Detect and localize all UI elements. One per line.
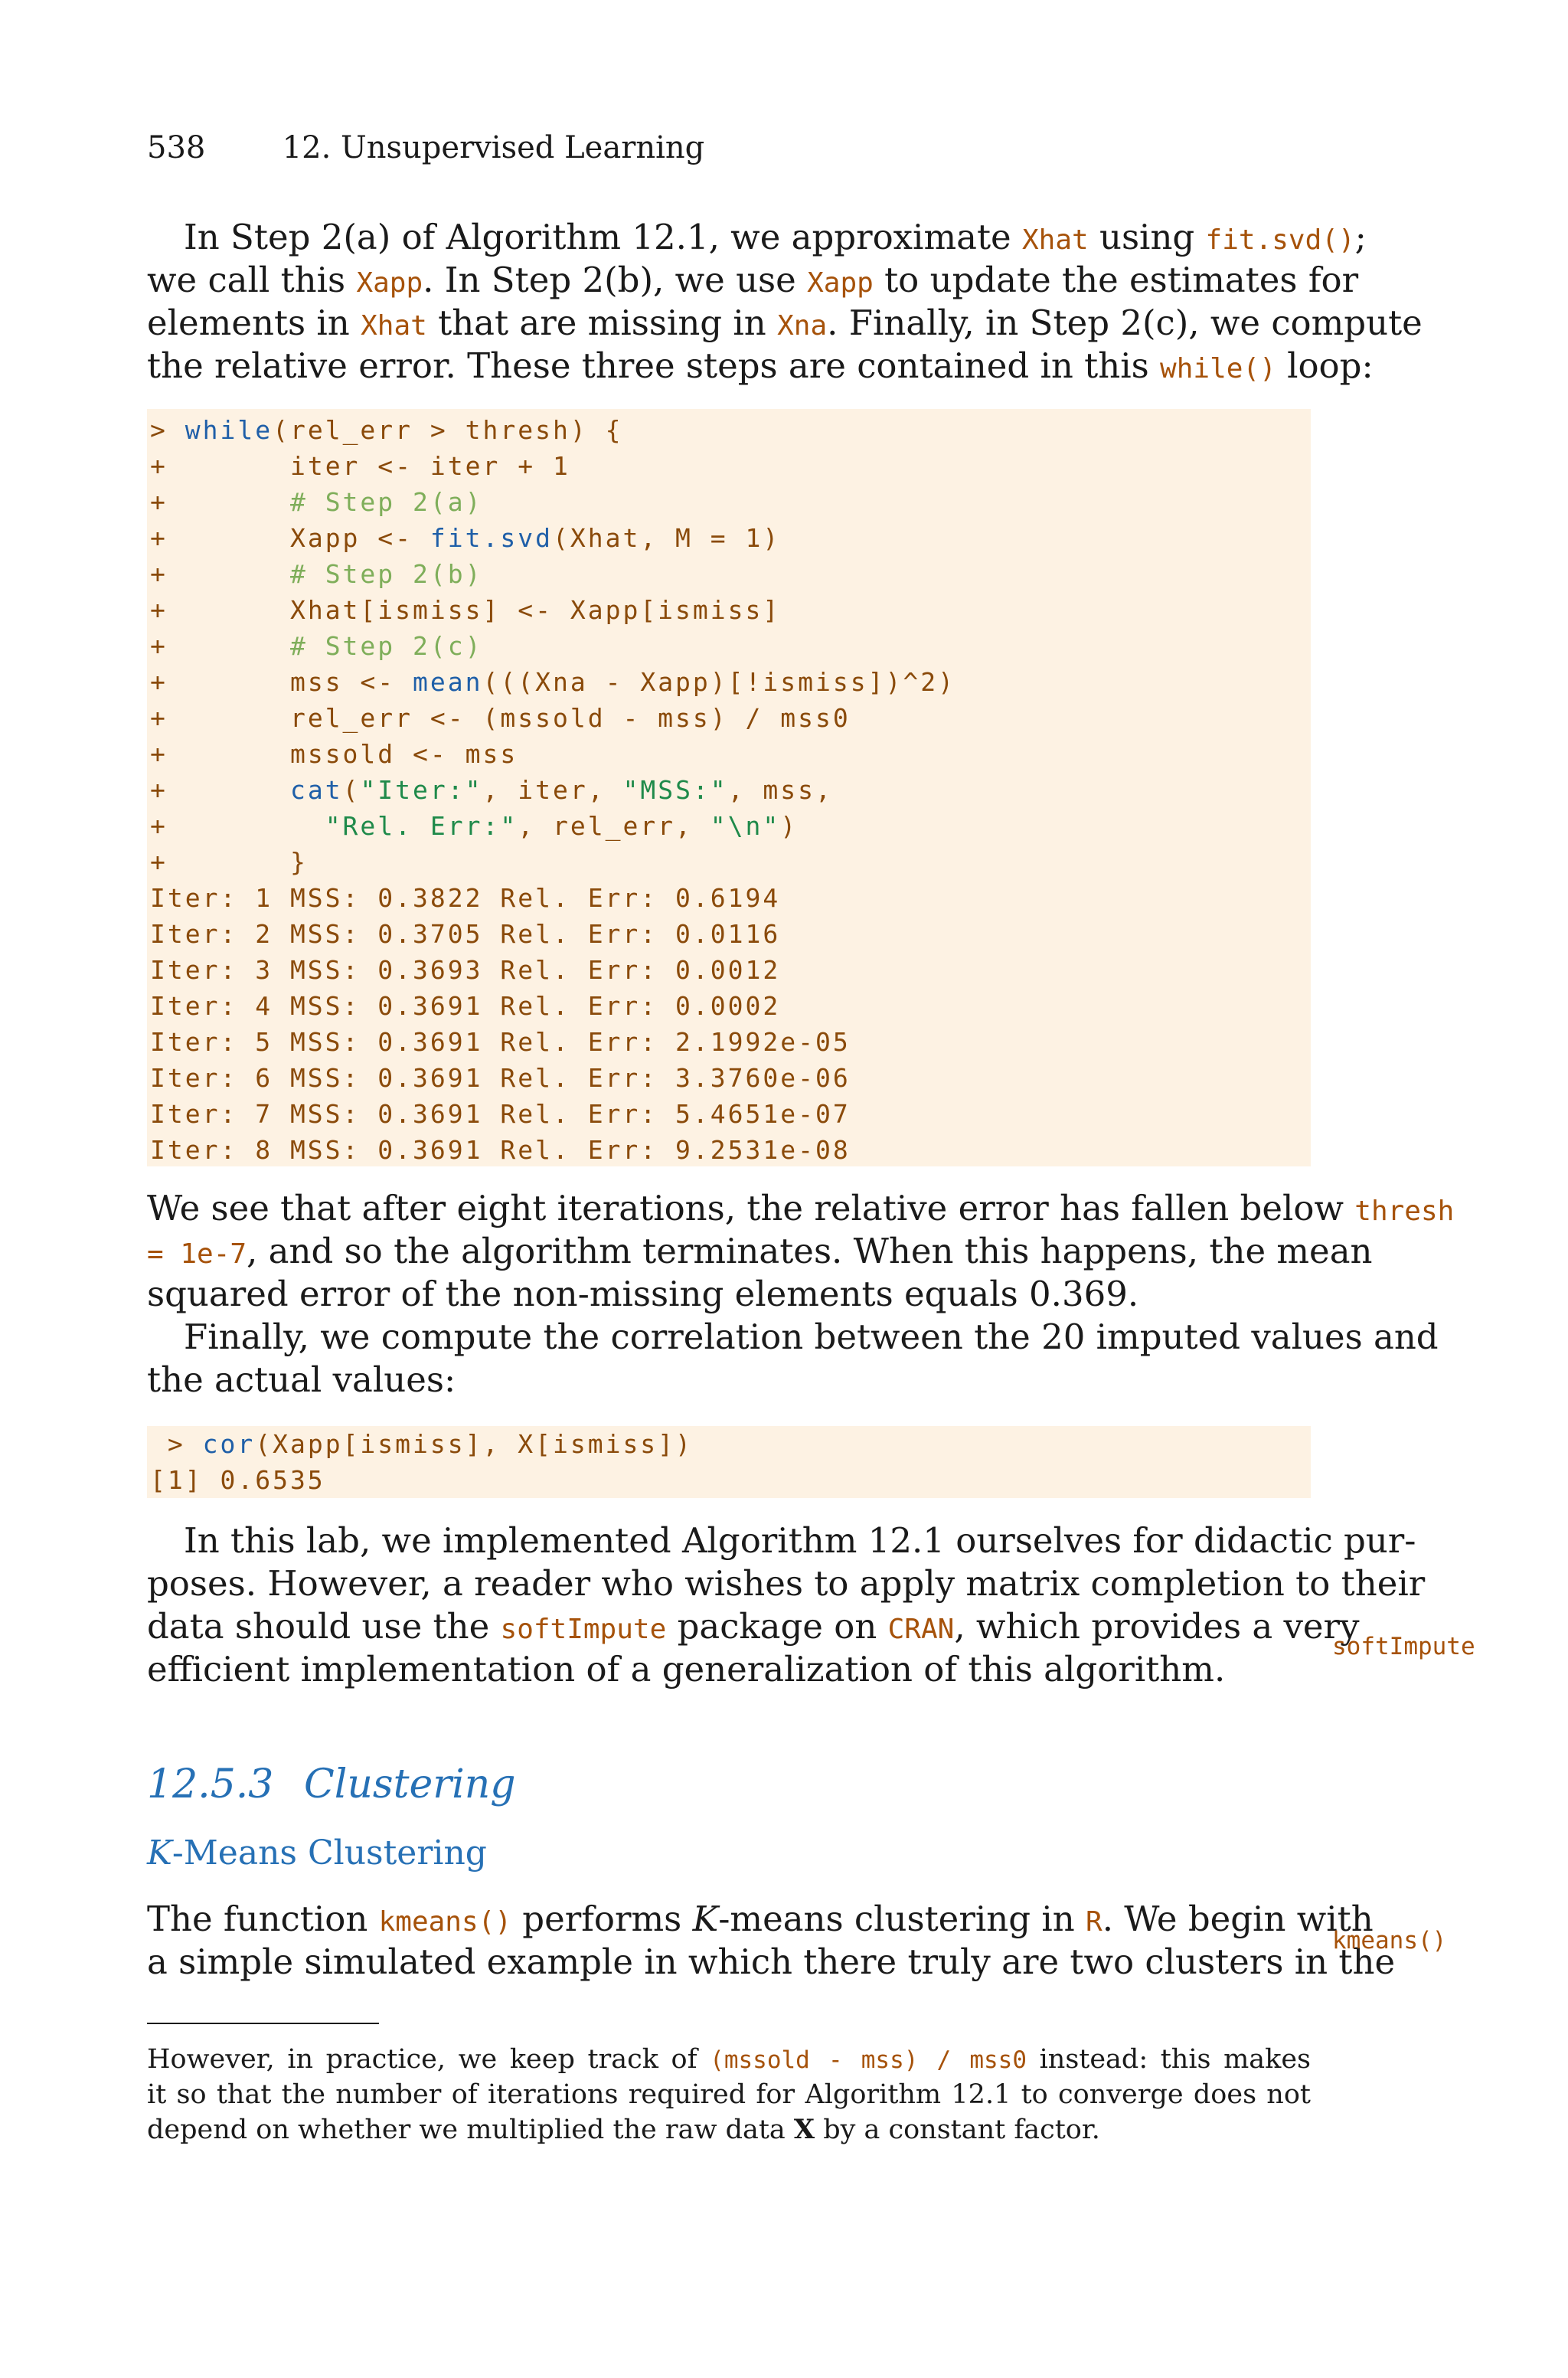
output-line: Iter: 1 MSS: 0.3822 Rel. Err: 0.6194 bbox=[150, 883, 781, 913]
code-block-cor bbox=[147, 1426, 1311, 1498]
output-line: Iter: 5 MSS: 0.3691 Rel. Err: 2.1992e-05 bbox=[150, 1027, 851, 1057]
output-line: Iter: 4 MSS: 0.3691 Rel. Err: 0.0002 bbox=[150, 991, 781, 1021]
section-title: Clustering bbox=[304, 1761, 516, 1807]
code-line: > cor(Xapp[ismiss], X[ismiss]) bbox=[150, 1429, 693, 1459]
section-heading bbox=[147, 1761, 516, 1807]
output-line: [1] 0.6535 bbox=[150, 1465, 325, 1495]
output-line: Iter: 6 MSS: 0.3691 Rel. Err: 3.3760e-06 bbox=[150, 1063, 851, 1093]
code-block-while-loop bbox=[147, 409, 1311, 1166]
code-line: + mss <- mean(((Xna - Xapp)[!ismiss])^2) bbox=[150, 667, 956, 697]
code-line: > while(rel_err > thresh) { bbox=[150, 415, 623, 445]
running-header bbox=[147, 130, 704, 165]
page-number: 538 bbox=[147, 130, 206, 165]
code-line: + Xhat[ismiss] <- Xapp[ismiss] bbox=[150, 595, 781, 625]
footnote-rule bbox=[147, 2023, 379, 2024]
code-line: + rel_err <- (mssold - mss) / mss0 bbox=[150, 703, 851, 733]
code-line: + Xapp <- fit.svd(Xhat, M = 1) bbox=[150, 523, 781, 553]
code-line: + iter <- iter + 1 bbox=[150, 451, 570, 481]
paragraph-softimpute: In this lab, we implemented Algorithm 12.1 ourselves for didactic pur- poses. However, a reader who wishes to apply matrix completion to their data should use the softImpute package on CRAN, which provides a very efficient implementation of a generalization of this algorithm. bbox=[147, 1520, 1426, 1689]
code-line: + # Step 2(b) bbox=[150, 559, 483, 589]
code-line: + } bbox=[150, 847, 308, 877]
code-line: + # Step 2(c) bbox=[150, 631, 483, 661]
footnote: However, in practice, we keep track of (mssold - mss) / mss0 instead: this makes it so that the number of iterations required for Algorithm 12.1 to converge does not depend on whether we multiplied the raw data X by a constant factor. bbox=[147, 2044, 1312, 2145]
output-line: Iter: 7 MSS: 0.3691 Rel. Err: 5.4651e-07 bbox=[150, 1099, 851, 1129]
code-line: + cat("Iter:", iter, "MSS:", mss, bbox=[150, 775, 833, 805]
code-line: + # Step 2(a) bbox=[150, 487, 483, 517]
code-line: + mssold <- mss bbox=[150, 739, 518, 769]
paragraph-kmeans: The function kmeans() performs K-means clustering in R. We begin with a simple simulated example in which there truly are two clusters in the bbox=[147, 1899, 1396, 1982]
paragraph-convergence: We see that after eight iterations, the relative error has fallen below thresh = 1e-7, and so the algorithm terminates. When this happens, the mean squared error of the non-missing elements equals 0.369. Finally, we compute the correlation between the 20 imputed values and the actual values: bbox=[147, 1188, 1455, 1400]
margin-note-softimpute: softImpute bbox=[1332, 1633, 1475, 1660]
output-line: Iter: 3 MSS: 0.3693 Rel. Err: 0.0012 bbox=[150, 955, 781, 985]
margin-note-kmeans: kmeans() bbox=[1332, 1927, 1447, 1954]
paragraph-algorithm-steps: In Step 2(a) of Algorithm 12.1, we approximate Xhat using fit.svd(); we call this Xapp. In Step 2(b), we use Xapp to update the estimates for elements in Xhat that are missing in Xna. Finally, in Step 2(c), we compute the relative error. These three steps are contained in this while() loop: bbox=[147, 217, 1423, 386]
output-line: Iter: 2 MSS: 0.3705 Rel. Err: 0.0116 bbox=[150, 919, 781, 949]
section-number: 12.5.3 bbox=[147, 1761, 274, 1807]
output-line: Iter: 8 MSS: 0.3691 Rel. Err: 9.2531e-08 bbox=[150, 1135, 851, 1165]
chapter-title: 12. Unsupervised Learning bbox=[282, 130, 705, 165]
code-line: + "Rel. Err:", rel_err, "\n") bbox=[150, 811, 799, 841]
subsection-heading: K-Means Clustering bbox=[147, 1833, 487, 1873]
